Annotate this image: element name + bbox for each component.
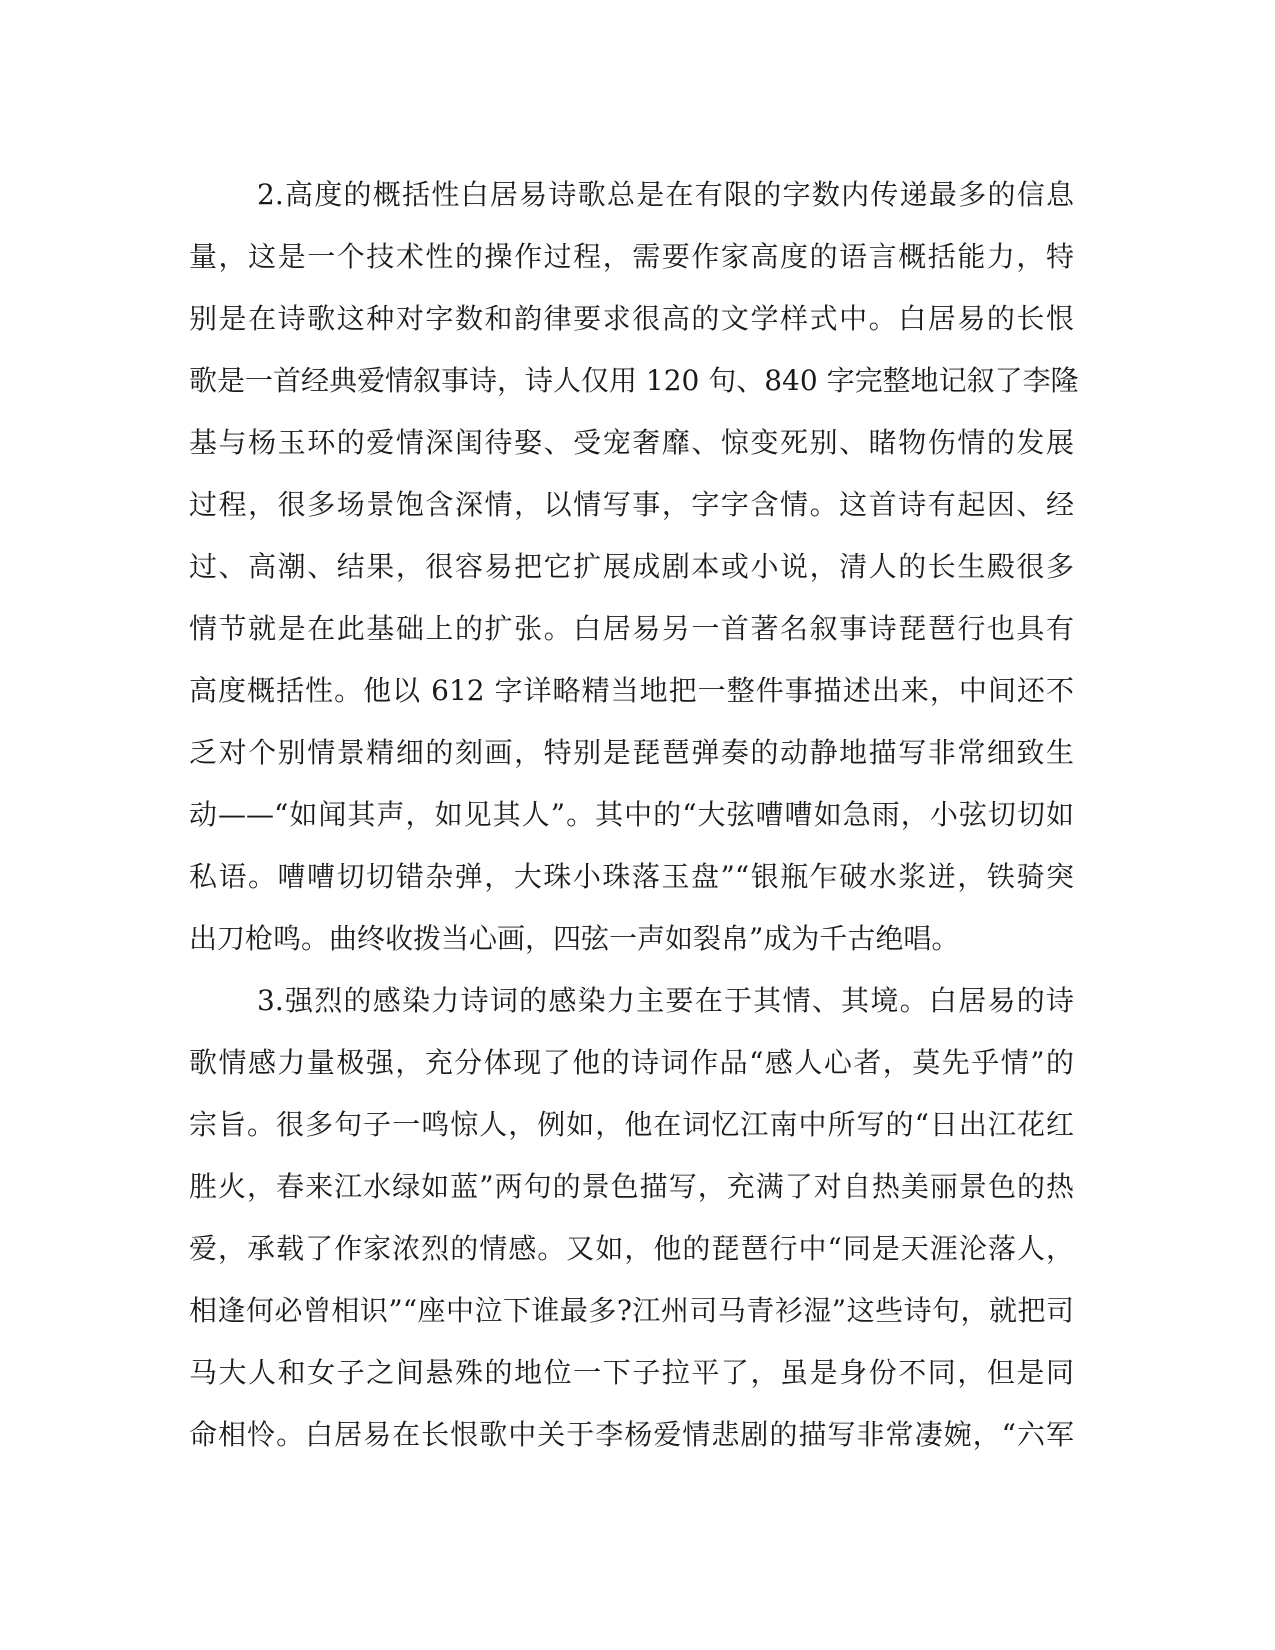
- text-line: 过、高潮、结果，很容易把它扩展成剧本或小说，清人的长生殿很多: [189, 550, 1074, 583]
- text-line: 出刀枪鸣。曲终收拨当心画，四弦一声如裂帛”成为千古绝唱。: [189, 922, 960, 955]
- text-line: 私语。嘈嘈切切错杂弹，大珠小珠落玉盘”“银瓶乍破水浆迸，铁骑突: [189, 860, 1074, 893]
- text-line: 3.强烈的感染力诗词的感染力主要在于其情、其境。白居易的诗: [257, 984, 1074, 1017]
- text-line: 宗旨。很多句子一鸣惊人，例如，他在词忆江南中所写的“日出江花红: [189, 1108, 1074, 1141]
- text-line: 高度概括性。他以 612 字详略精当地把一整件事描述出来，中间还不: [189, 674, 1074, 707]
- paragraph-1: [189, 164, 1079, 970]
- paragraph-2: [189, 970, 1074, 1466]
- text-line: 爱，承载了作家浓烈的情感。又如，他的琵琶行中“同是天涯沦落人，: [189, 1232, 1074, 1265]
- text-line: 乏对个别情景精细的刻画，特别是琵琶弹奏的动静地描写非常细致生: [189, 736, 1074, 769]
- text-line: 动——“如闻其声，如见其人”。其中的“大弦嘈嘈如急雨，小弦切切如: [189, 798, 1074, 831]
- text-line: 量，这是一个技术性的操作过程，需要作家高度的语言概括能力，特: [189, 240, 1074, 273]
- text-line: 别是在诗歌这种对字数和韵律要求很高的文学样式中。白居易的长恨: [189, 302, 1074, 335]
- text-line: 马大人和女子之间悬殊的地位一下子拉平了，虽是身份不同，但是同: [189, 1356, 1074, 1389]
- text-line: 歌是一首经典爱情叙事诗，诗人仅用 120 句、840 字完整地记叙了李隆: [189, 364, 1079, 397]
- text-line: 歌情感力量极强，充分体现了他的诗词作品“感人心者，莫先乎情”的: [189, 1046, 1074, 1079]
- text-line: 胜火，春来江水绿如蓝”两句的景色描写，充满了对自热美丽景色的热: [189, 1170, 1074, 1203]
- body-text: [189, 164, 1079, 1466]
- text-line: 2.高度的概括性白居易诗歌总是在有限的字数内传递最多的信息: [257, 178, 1074, 211]
- text-line: 相逢何必曾相识”“座中泣下谁最多?江州司马青衫湿”这些诗句，就把司: [189, 1294, 1074, 1327]
- text-line: 命相怜。白居易在长恨歌中关于李杨爱情悲剧的描写非常凄婉，“六军: [189, 1418, 1074, 1451]
- text-line: 过程，很多场景饱含深情，以情写事，字字含情。这首诗有起因、经: [189, 488, 1074, 521]
- text-line: 情节就是在此基础上的扩张。白居易另一首著名叙事诗琵琶行也具有: [189, 612, 1074, 645]
- text-line: 基与杨玉环的爱情深闺待娶、受宠奢靡、惊变死别、睹物伤情的发展: [189, 426, 1074, 459]
